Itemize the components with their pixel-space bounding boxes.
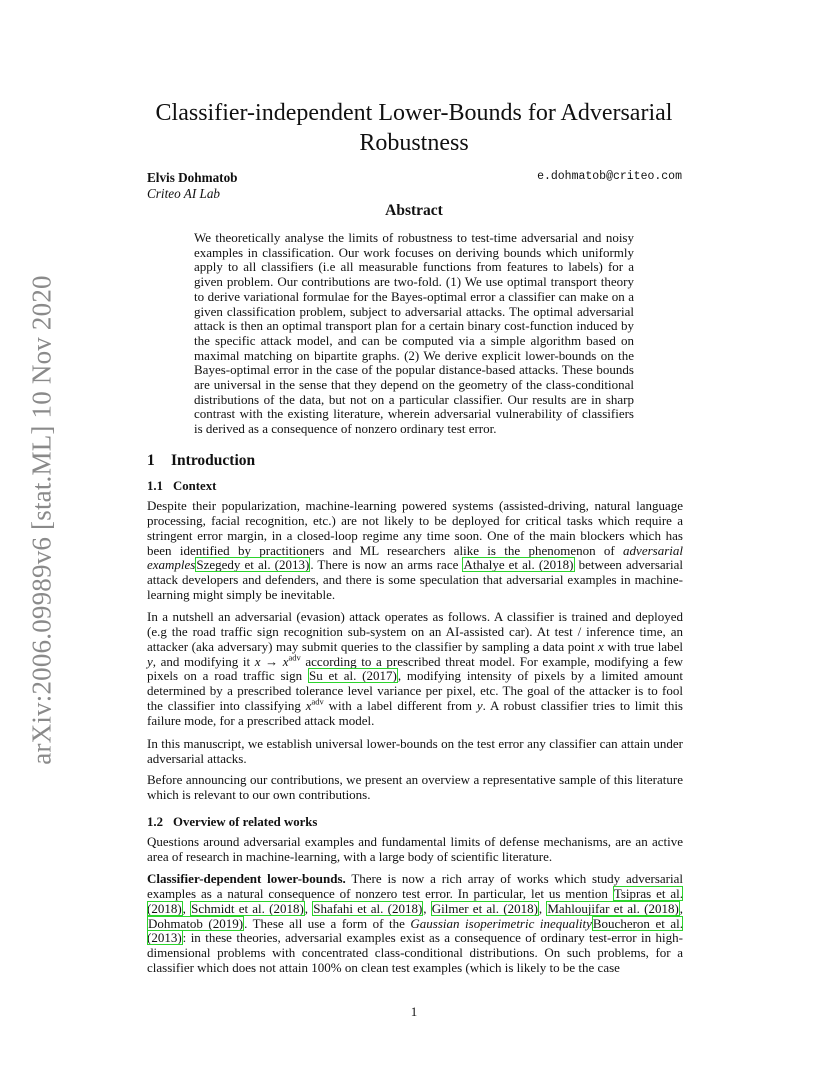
text-run: , modifying intensity of pixels by a limited amount determined by a prescribed tolerance level variance per pixel, etc. The goal of the attacker is to fool the classifier into classifying bbox=[147, 668, 683, 714]
emphasis-text: Gaussian isoperimetric inequality bbox=[410, 915, 592, 931]
paragraph-context-3: In this manuscript, we establish universal lower-bounds on the test error any classifier can attain under adversarial attacks. bbox=[147, 736, 683, 766]
citation-link[interactable]: Dohmatob (2019) bbox=[148, 915, 244, 931]
subsection-number: 1.2 bbox=[147, 815, 163, 829]
math-symbol: x bbox=[598, 638, 604, 654]
text-run: . There is now an arms race bbox=[310, 557, 463, 573]
arxiv-identifier: arXiv:2006.09989v6 [stat.ML] 10 Nov 2020 bbox=[26, 275, 57, 765]
text-run: according to a prescribed threat model. For example, modifying a few pixels on a road traffic sign bbox=[147, 653, 683, 684]
text-run: : in these theories, adversarial examples exist as a consequence of ordinary test-error in high-dimensional problems with concentrated class-conditional distributions. On such problems, for a classifier which does not attain 100% on clean test examples (which is likely to be the case bbox=[147, 930, 683, 976]
math-superscript: adv bbox=[311, 696, 324, 707]
page-number: 1 bbox=[410, 1004, 418, 1019]
paragraph-context-2 bbox=[147, 610, 683, 729]
author-email: e.dohmatob@criteo.com bbox=[537, 170, 682, 183]
subsection-heading-context bbox=[147, 479, 216, 494]
paragraph-related-1: Questions around adversarial examples and fundamental limits of defense mechanisms, are an active area of research in machine-learning, with a large body of scientific literature. bbox=[147, 834, 683, 864]
text-run: , bbox=[423, 900, 431, 916]
paragraph-lead: Classifier-dependent lower-bounds. bbox=[147, 871, 346, 886]
abstract-text: We theoretically analyse the limits of robustness to test-time adversarial and noisy examples in classification. Our work focuses on deriving bounds which uniformly apply to all classifiers (i.e all measurable functions from features to labels) for a given problem. Our contributions are two-fold. (1) We use optimal transport theory to derive variational formulae for the Bayes-optimal error a classifier can make on a given classification problem, subject to adversarial attacks. The optimal adversarial attack is then an optimal transport plan for a certain binary cost-function induced by the specific attack model, and can be computed via a simple algorithm based on maximal matching on bipartite graphs. (2) We derive explicit lower-bounds on the Bayes-optimal error in the case of the popular distance-based attacks. These bounds are universal in the sense that they depend on the geometry of the class-conditional distributions of the data, but not on a particular classifier. Our results are in sharp contrast with the existing literature, wherein adversarial vulnerability of classifiers is derived as a consequence of nonzero ordinary test error. bbox=[194, 230, 634, 437]
text-run: between adversarial attack developers and defenders, and there is some speculation that adversarial examples in machine-learning might simply be inevitable. bbox=[147, 557, 683, 603]
text-run: , bbox=[679, 900, 684, 916]
subsection-title: Context bbox=[173, 479, 217, 493]
subsection-title: Overview of related works bbox=[173, 815, 318, 829]
section-title: Introduction bbox=[171, 452, 256, 469]
citation-link[interactable]: Schmidt et al. (2018) bbox=[191, 900, 304, 916]
author-affiliation: Criteo AI Lab bbox=[147, 186, 221, 201]
paragraph-context-4: Before announcing our contributions, we present an overview a representative sample of this literature which is relevant to our own contributions. bbox=[147, 772, 683, 802]
text-run: Despite their popularization, machine-learning powered systems (assisted-driving, natural language processing, facial recognition, etc.) are not likely to be deployed for critical tasks which require a stringent error margin, in a closed-loop regime any time soon. One of the main blockers which has been identified by practitioners and ML researchers alike is the phenomenon of bbox=[147, 498, 683, 558]
arxiv-identifier-stamp bbox=[22, 275, 62, 765]
text-run: In a nutshell an adversarial (evasion) attack operates as follows. A classifier is trained and deployed (e.g the road traffic sign recognition sub-system on an AI-assisted car). At test / inference time, an attacker (aka adversary) may submit queries to the classifier by sampling a data point bbox=[147, 609, 683, 654]
text-run: , bbox=[538, 900, 547, 916]
citation-link[interactable]: Szegedy et al. (2013) bbox=[196, 557, 310, 573]
author-block bbox=[147, 170, 238, 202]
citation-link[interactable]: Mahloujifar et al. (2018) bbox=[547, 900, 679, 916]
text-run: There is now a rich array of works which study adversarial examples as a natural consequence of nonzero test error. In particular, let us mention bbox=[147, 871, 683, 901]
citation-link[interactable]: Gilmer et al. (2018) bbox=[431, 900, 538, 916]
text-run: . These all use a form of the bbox=[244, 915, 411, 931]
math-symbol: y bbox=[147, 653, 153, 669]
subsection-heading-related-works bbox=[147, 815, 317, 830]
paragraph-related-2 bbox=[147, 872, 683, 976]
section-number: 1 bbox=[147, 452, 155, 469]
math-superscript: adv bbox=[288, 652, 301, 663]
citation-link[interactable]: Tsipras et al. (2018) bbox=[147, 885, 683, 916]
math-symbol: y bbox=[476, 698, 483, 714]
subsection-number: 1.1 bbox=[147, 479, 163, 493]
paper-title: Classifier-independent Lower-Bounds for Adversarial Robustness bbox=[155, 100, 673, 156]
section-heading-introduction bbox=[147, 452, 255, 470]
math-symbol: x bbox=[305, 698, 312, 714]
text-run: . A robust classifier tries to limit this failure mode, for a prescribed attack model. bbox=[147, 698, 683, 728]
author-name: Elvis Dohmatob bbox=[147, 170, 238, 185]
text-run: , and modifying it bbox=[152, 653, 255, 669]
math-expression: x → x bbox=[254, 653, 289, 669]
text-run: with true label bbox=[603, 638, 683, 654]
text-run: , bbox=[304, 900, 313, 916]
citation-link[interactable]: Su et al. (2017) bbox=[308, 668, 397, 684]
citation-link[interactable]: Shafahi et al. (2018) bbox=[313, 900, 423, 916]
abstract-heading: Abstract bbox=[385, 202, 443, 219]
emphasis-text: adversarial examples bbox=[147, 542, 683, 573]
citation-link[interactable]: Boucheron et al. (2013) bbox=[147, 915, 683, 946]
paragraph-context-1 bbox=[147, 499, 683, 603]
citation-link[interactable]: Athalye et al. (2018) bbox=[463, 557, 574, 573]
text-run: with a label different from bbox=[323, 698, 477, 714]
text-run: , bbox=[182, 900, 191, 916]
